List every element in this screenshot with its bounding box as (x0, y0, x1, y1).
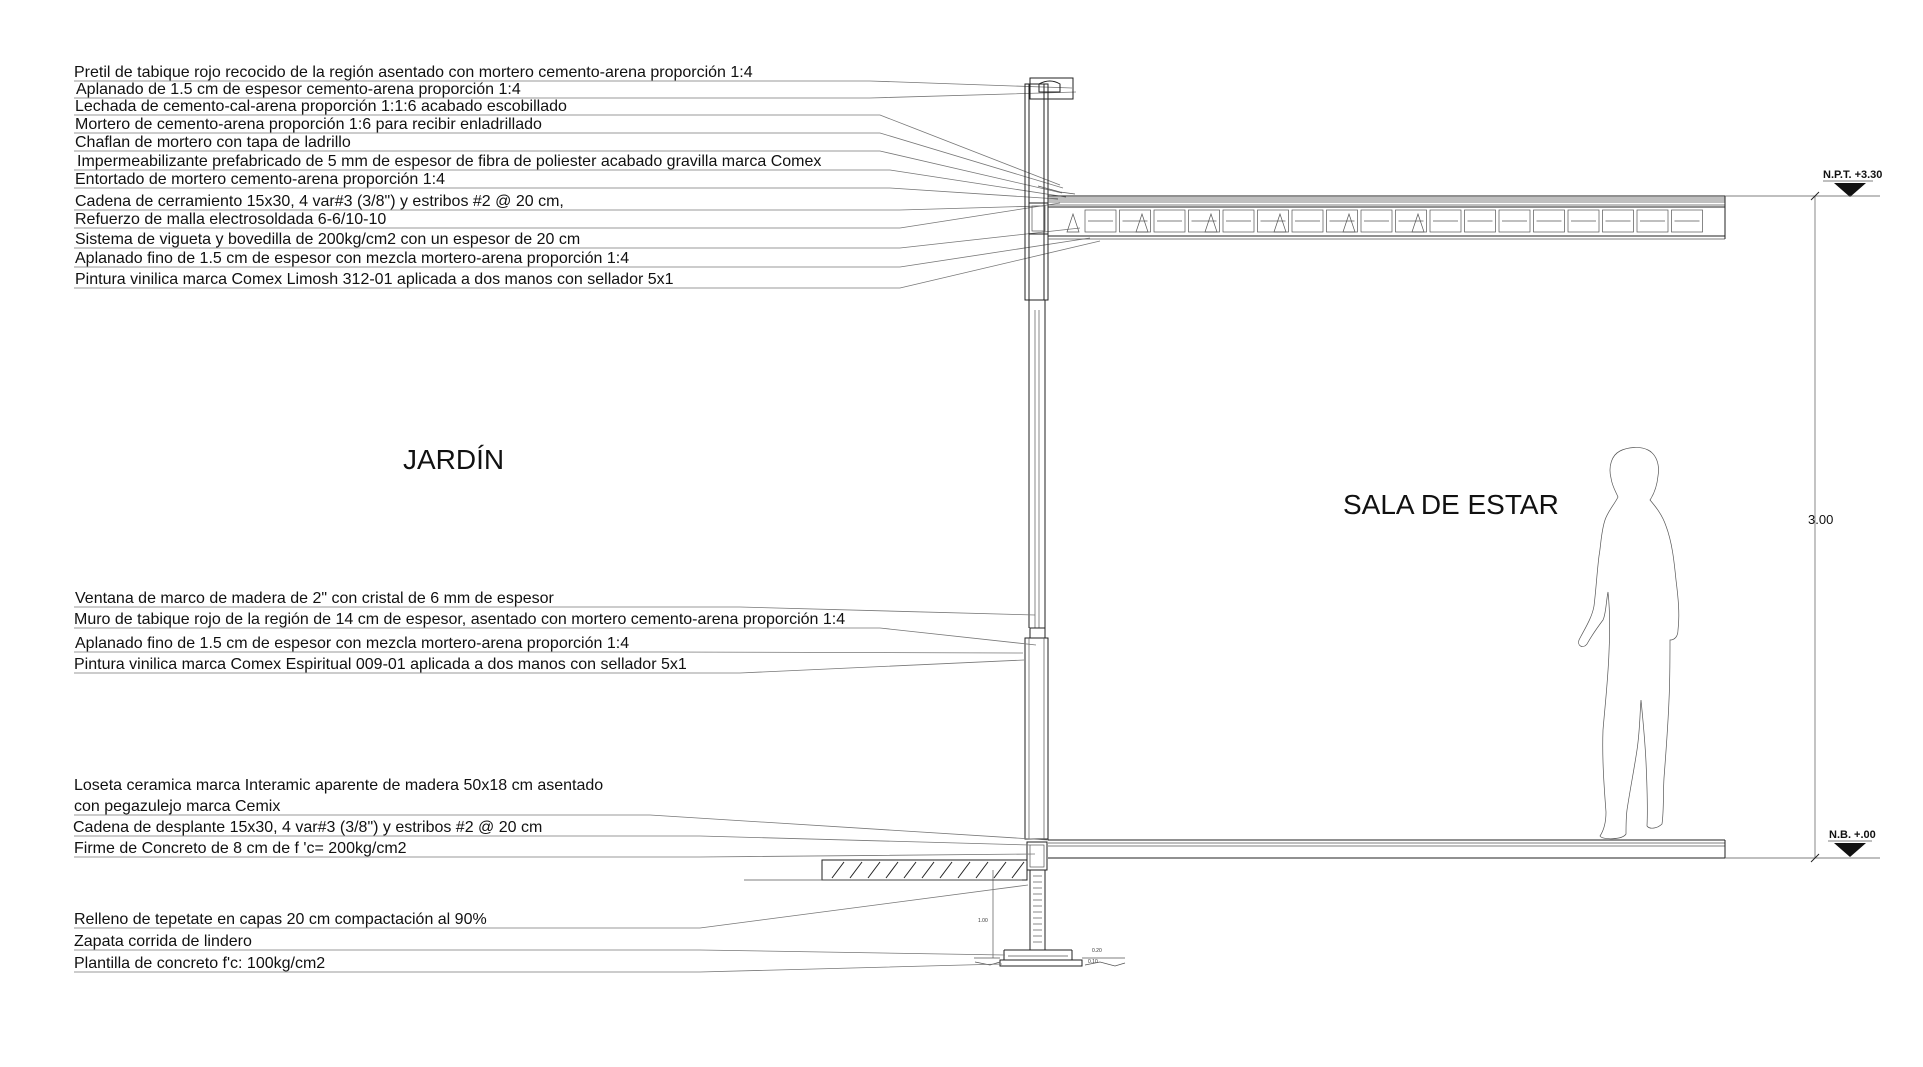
joist (1205, 214, 1217, 232)
roof-note-ring-beam: Cadena de cerramiento 15x30, 4 var#3 (3/8") y estribos #2 @ 20 cm, (75, 193, 564, 210)
hatch-line (868, 862, 880, 878)
height-dimension (1725, 192, 1880, 862)
joist (1274, 214, 1286, 232)
wall-note-render: Aplanado fino de 1.5 cm de espesor con mezcla mortero-arena proporción 1:4 (75, 635, 630, 652)
hatch-line (940, 862, 952, 878)
roof-note-waterproofing: Impermeabilizante prefabricado de 5 mm de espesor de fibra de poliester acabado gravilla marca Comex (77, 153, 822, 170)
level-label-bottom: N.B. +.00 (1829, 829, 1876, 841)
footing-width-label: 0.20 (1092, 948, 1102, 954)
hatch-line (922, 862, 934, 878)
roof-note-parapet: Pretil de tabique rojo recocido de la región asentado con mortero cemento-arena proporción 1:4 (74, 64, 753, 81)
footing (1004, 950, 1072, 960)
hatch-line (1012, 862, 1024, 878)
joist (1136, 214, 1148, 232)
roof-slab (1029, 186, 1725, 239)
lean-concrete (1000, 960, 1082, 966)
level-triangle-icon (1834, 843, 1866, 857)
person-silhouette-icon (1579, 447, 1679, 838)
foundation-notes (74, 885, 1028, 972)
hatch-line (886, 862, 898, 878)
wall-section (1025, 300, 1048, 839)
floor-notes (73, 777, 1048, 857)
hatch-line (958, 862, 970, 878)
footing-width-label: 0.10 (1088, 959, 1098, 965)
height-dimension-label: 3.00 (1808, 512, 1834, 527)
roof-note-render: Aplanado de 1.5 cm de espesor cemento-arena proporción 1:4 (76, 81, 521, 98)
brick-wall (1025, 638, 1048, 839)
slab-blocks (1067, 210, 1703, 232)
roof-note-joist-system: Sistema de vigueta y bovedilla de 200kg/cm2 con un espesor de 20 cm (75, 231, 581, 248)
hatch-line (994, 862, 1006, 878)
room-label-living-room: SALA DE ESTAR (1343, 489, 1559, 520)
foundation-note-lean-concrete: Plantilla de concreto f'c: 100kg/cm2 (74, 955, 326, 972)
ring-beam-stirrup (1032, 206, 1045, 231)
floor-note-ground-beam: Cadena de desplante 15x30, 4 var#3 (3/8") y estribos #2 @ 20 cm (73, 819, 543, 836)
parapet-wall (1025, 84, 1048, 300)
hatch-line (832, 862, 844, 878)
foundation-rebar (1033, 876, 1042, 942)
joist (1343, 214, 1355, 232)
window-sill (1030, 628, 1045, 638)
parapet-coping (1039, 81, 1060, 92)
foundation-note-fill: Relleno de tepetate en capas 20 cm compactación al 90% (74, 911, 487, 928)
floor-note-tile: Loseta ceramica marca Interamic aparente de madera 50x18 cm asentado (74, 777, 604, 794)
wall-notes (74, 590, 1036, 673)
wall-note-window: Ventana de marco de madera de 2" con cristal de 6 mm de espesor (75, 590, 554, 607)
roof-note-screed: Entortado de mortero cemento-arena proporción 1:4 (75, 171, 445, 188)
leader-line (74, 652, 1023, 653)
garden-slab (822, 860, 1027, 880)
wall-note-brick: Muro de tabique rojo de la región de 14 cm de espesor, asentado con mortero cemento-arena proporción 1:4 (74, 611, 846, 628)
hatch-line (904, 862, 916, 878)
ground-beam-stirrup (1030, 845, 1044, 867)
wall-note-paint: Pintura vinilica marca Comex Espiritual 009-01 aplicada a dos manos con sellador 5x1 (74, 656, 687, 673)
floor-note-concrete: Firme de Concreto de 8 cm de f 'c= 200kg/cm2 (74, 840, 407, 857)
room-label-garden: JARDÍN (403, 444, 505, 475)
floor-note-adhesive: con pegazulejo marca Cemix (74, 798, 281, 815)
roof-note-chamfer: Chaflan de mortero con tapa de ladrillo (75, 134, 351, 151)
level-label-top: N.P.T. +3.30 (1823, 169, 1883, 181)
roof-note-paint: Pintura vinilica marca Comex Limosh 312-01 aplicada a dos manos con sellador 5x1 (75, 271, 674, 288)
foundation-note-footing: Zapata corrida de lindero (74, 933, 252, 950)
joist (1412, 214, 1424, 232)
roof-note-mesh: Refuerzo de malla electrosoldada 6-6/10-10 (75, 211, 387, 228)
hatch-line (976, 862, 988, 878)
level-marker-top (1823, 169, 1882, 197)
roof-note-mortar: Mortero de cemento-arena proporción 1:6 para recibir enladrillado (75, 116, 542, 133)
footing-height-label: 1.00 (978, 918, 988, 924)
hatch-line (850, 862, 862, 878)
level-marker-bottom (1828, 829, 1876, 857)
roof-note-fine-render: Aplanado fino de 1.5 cm de espesor con mezcla mortero-arena proporción 1:4 (75, 250, 630, 267)
roof-note-slurry: Lechada de cemento-cal-arena proporción 1:1:6 acabado escobillado (75, 98, 567, 115)
level-triangle-icon (1834, 183, 1866, 197)
garden-slab-hatch (832, 862, 1024, 878)
